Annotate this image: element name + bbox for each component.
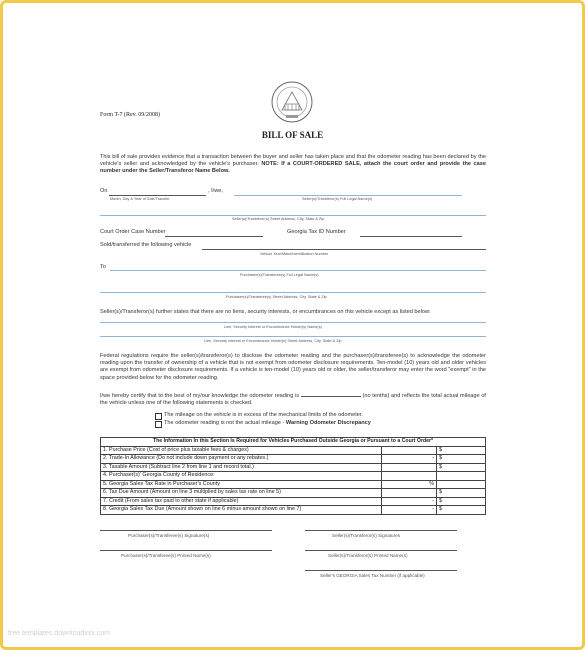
lien-statement: Seller(s)/Transferor(s) further states that there are no liens, security interests, or encumbrances on this vehicle except as listed below: <box>100 309 431 315</box>
i-we-label: , I/we, <box>208 188 223 194</box>
purchaser-name-field[interactable] <box>110 270 486 271</box>
row-amount-cell[interactable]: $ <box>437 446 486 455</box>
odometer-discrepancy-text: The odometer reading is not the actual mileage - <box>164 420 285 426</box>
seller-name-field[interactable] <box>234 195 462 196</box>
odometer-discrepancy-warning: Warning Odometer Discrepancy <box>285 420 371 426</box>
seller-signature-field[interactable] <box>305 530 457 531</box>
federal-regulations-paragraph: Federal regulations require the seller(s)/transferor(s) to disclose the odometer reading and the purchaser(s)/transferee(s) to acknowledge the odometer reading upon the transfer of ownership of a vehicle that is not exempt from odometer disclosure requirements. Ten-model (10) years old and older vehicles are exempt from odometer disclosure requirements. If a vehicle is ten-model (10) years old or older, the seller/transferor may enter the word "exempt" in the space provided below for the odometer reading. <box>100 353 486 381</box>
georgia-state-seal <box>270 80 314 124</box>
purchaser-address-caption: Purchaser(s)/Transferee(s) Street Address, City, State & Zip <box>226 295 327 299</box>
purchaser-address-field[interactable] <box>100 292 486 293</box>
table-heading-row <box>101 438 486 447</box>
seller-signature-caption: Seller(s)/Transferor(s) Signatures <box>332 533 400 538</box>
row-mid-cell: - <box>382 506 437 515</box>
table-heading: The Information In this Section Is Required for Vehicles Purchased Outside Georgia or Pursuant to a Court Order* <box>101 438 486 447</box>
to-label: To <box>100 264 106 270</box>
lien-name-caption: Lien, Security Interest or Encumbrance Holder(s) Name(s) <box>224 325 322 329</box>
on-label: On <box>100 188 108 194</box>
seller-printed-name-field[interactable] <box>305 550 457 551</box>
intro-text: This bill of sale provides evidence that a transaction between the buyer and seller has taken place and that the odometer reading has been declared by the vehicle's seller and acknowledged by the vehicle's purchaser. <box>100 154 486 168</box>
row-amount-cell[interactable]: $ <box>437 455 486 464</box>
row-label: 4. Purchaser(s)' Georgia County of Residence: <box>101 472 382 481</box>
row-label: 3. Taxable Amount (Subtract line 2 from line 1 and record total.) <box>101 463 382 472</box>
lien-address-field[interactable] <box>100 336 486 337</box>
purchaser-signature-caption: Purchaser(s)/Transferee(s) Signature(s) <box>128 533 210 538</box>
row-label: 1. Purchase Price (Cost of price plus taxable fees & charges) <box>101 446 382 455</box>
row-mid-cell <box>382 446 437 455</box>
table-row[interactable] <box>101 463 486 472</box>
seller-printed-name-caption: Seller(s)/Transferor(s) Printed Name(s) <box>328 553 408 558</box>
row-mid-cell: - <box>382 497 437 506</box>
purchaser-name-caption: Purchaser(s)/Transferee(s) Full Legal Name(s) <box>240 273 319 277</box>
purchaser-signature-field[interactable] <box>100 530 272 531</box>
sales-tax-table <box>100 437 486 515</box>
seller-address-field[interactable] <box>100 215 486 216</box>
row-label: 2. Trade-In Allowance (Do not include down payment or any rebates.) <box>101 455 382 464</box>
seller-address-caption: Seller(s)/Transferor(s) Street Address, City, State & Zip <box>232 217 325 221</box>
seller-name-caption: Seller(s)/Transferor(s) Full Legal Name(s) <box>302 197 373 201</box>
tax-id-field[interactable] <box>360 236 462 237</box>
intro-paragraph <box>100 154 486 176</box>
court-case-field[interactable] <box>165 236 263 237</box>
certify-paragraph <box>100 391 486 407</box>
row-mid-cell <box>382 489 437 498</box>
seller-tax-number-field[interactable] <box>305 570 457 571</box>
odometer-reading-field[interactable] <box>301 391 361 397</box>
certify-text-end: (no tenths) and reflects the total actual mileage of the vehicle unless one of the following statements is checked. <box>100 393 486 407</box>
certify-text-start: I/we hereby certify that to the best of my/our knowledge the odometer reading is <box>100 393 300 399</box>
row-amount-cell[interactable] <box>437 472 486 481</box>
row-amount-cell[interactable]: $ <box>437 497 486 506</box>
sold-vehicle-label: Sold/transferred the following vehicle <box>100 242 192 248</box>
sale-date-field[interactable] <box>109 195 206 196</box>
vehicle-field[interactable] <box>202 249 486 250</box>
table-row[interactable] <box>101 497 486 506</box>
row-mid-cell: % <box>382 480 437 489</box>
table-row[interactable] <box>101 506 486 515</box>
intro-note: NOTE: If a COURT-ORDERED SALE, attach the court order and provide the case number under the Seller/Transferor Name Below. <box>100 161 486 175</box>
tax-id-label: Georgia Tax ID Number <box>287 229 346 235</box>
table-row[interactable] <box>101 489 486 498</box>
row-label: 5. Georgia Sales Tax Rate in Purchaser's County <box>101 480 382 489</box>
row-mid-cell: - <box>382 455 437 464</box>
row-amount-cell[interactable]: $ <box>437 463 486 472</box>
odometer-discrepancy-checkbox[interactable] <box>155 421 162 428</box>
row-mid-cell <box>382 472 437 481</box>
court-case-label: Court Order Case Number <box>100 229 166 235</box>
mileage-excess-checkbox[interactable] <box>155 413 162 420</box>
vehicle-caption: Vehicle Year/Make/Identification Number <box>260 252 329 256</box>
table-row[interactable] <box>101 480 486 489</box>
odometer-discrepancy-label <box>164 420 371 426</box>
row-label: 7. Credit (From sales tax paid to other state if applicable) <box>101 497 382 506</box>
row-amount-cell[interactable] <box>437 480 486 489</box>
row-amount-cell[interactable]: $ <box>437 489 486 498</box>
watermark: free templates downloadxxx.com <box>8 630 110 637</box>
row-label: 8. Georgia Sales Tax Due (Amount shown on line 6 minus amount shown on line 7) <box>101 506 382 515</box>
form-number: Form T-7 (Rev. 09/2008) <box>100 112 160 118</box>
row-mid-cell <box>382 463 437 472</box>
purchaser-printed-name-caption: Purchaser(s)/Transferee(s) Printed Name(s) <box>121 553 211 558</box>
lien-name-field[interactable] <box>100 322 486 323</box>
row-amount-cell[interactable]: $ <box>437 506 486 515</box>
mileage-excess-label: The mileage on the vehicle is in excess of the mechanical limits of the odometer. <box>164 412 363 418</box>
seller-tax-number-caption: Seller's GEORGIA Sales Tax Number (if applicable) <box>320 573 425 578</box>
purchaser-printed-name-field[interactable] <box>100 550 272 551</box>
sale-date-caption: Month, Day & Year of Sale/Transfer <box>110 197 170 201</box>
table-row[interactable] <box>101 472 486 481</box>
table-row[interactable] <box>101 446 486 455</box>
lien-address-caption: Lien, Security Interest or Encumbrance Holder(s) Street Address, City, State & Zip <box>204 339 342 343</box>
row-label: 6. Tax Due Amount (Amount on line 3 multiplied by sales tax rate on line 5) <box>101 489 382 498</box>
table-row[interactable] <box>101 455 486 464</box>
page-title: BILL OF SALE <box>261 130 324 140</box>
